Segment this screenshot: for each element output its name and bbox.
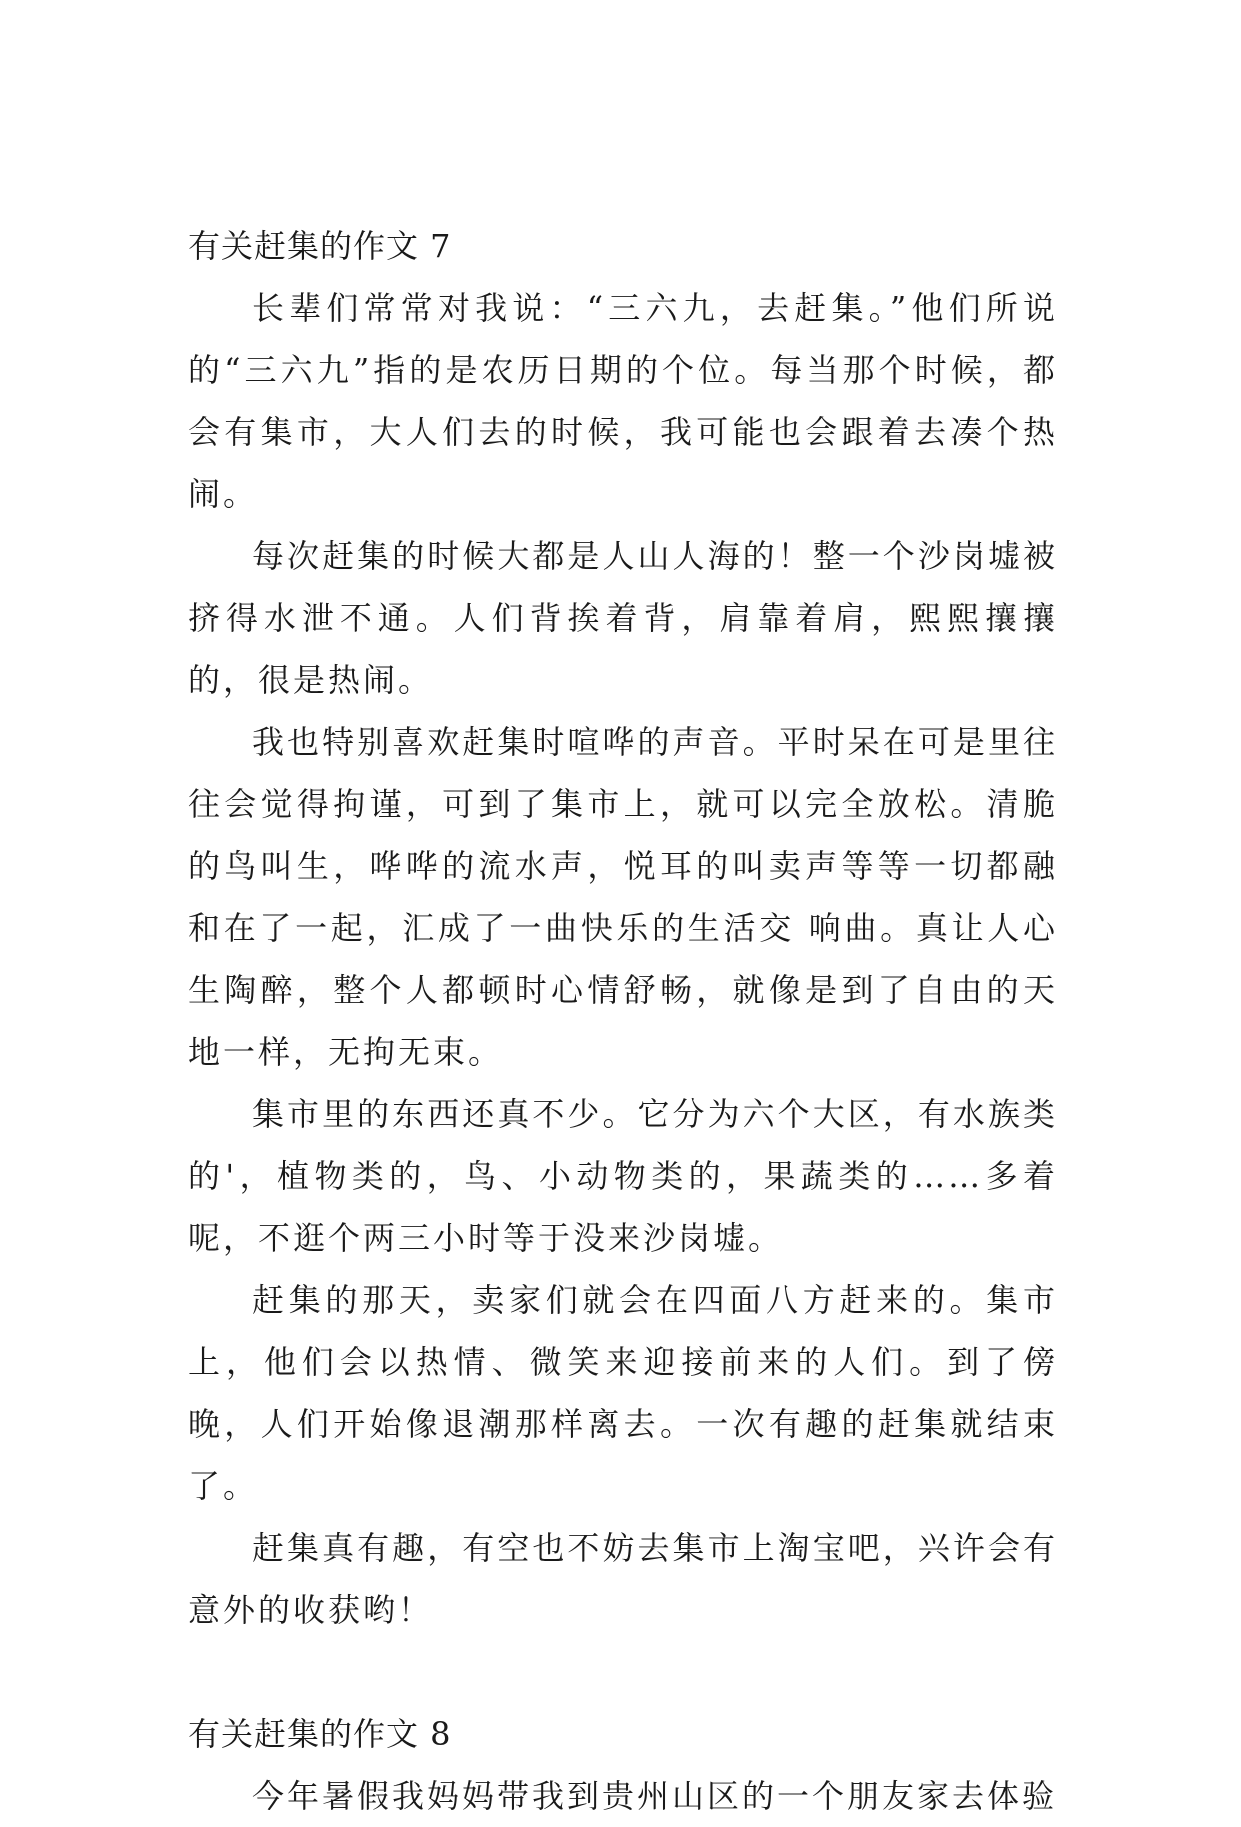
essay-7-paragraph-3: 我也特别喜欢赶集时喧哗的声音。平时呆在可是里往往会觉得拘谨，可到了集市上，就可以完全放松。清脆的鸟叫生，哗哗的流水声，悦耳的叫卖声等等一切都融和在了一起，汇成了一曲快乐的生活交 响曲。真让人心生陶醉，整个人都顿时心情舒畅，就像是到了自由的天地一样，无拘无束。 xyxy=(188,723,1058,1071)
document-body xyxy=(188,215,1058,1827)
essay-7-title: 有关赶集的作文 7 xyxy=(188,227,452,265)
essay-7-paragraph-6: 赶集真有趣，有空也不妨去集市上淘宝吧，兴许会有意外的收获哟！ xyxy=(188,1529,1058,1629)
section-spacer xyxy=(188,1641,1058,1703)
essay-7-paragraph-4: 集市里的东西还真不少。它分为六个大区，有水族类的'，植物类的，鸟、小动物类的，果蔬类的……多着呢，不逛个两三小时等于没来沙岗墟。 xyxy=(188,1095,1058,1257)
essay-7-paragraph-1: 长辈们常常对我说：“三六九，去赶集。”他们所说的“三六九”指的是农历日期的个位。每当那个时候，都会有集市，大人们去的时候，我可能也会跟着去凑个热闹。 xyxy=(188,289,1058,513)
essay-8-title: 有关赶集的作文 8 xyxy=(188,1715,452,1753)
essay-8-paragraph-1: 今年暑假我妈妈带我到贵州山区的一个朋友家去体验 xyxy=(252,1777,1058,1815)
essay-7-paragraph-5: 赶集的那天，卖家们就会在四面八方赶来的。集市上，他们会以热情、微笑来迎接前来的人们。到了傍晚，人们开始像退潮那样离去。一次有趣的赶集就结束了。 xyxy=(188,1281,1058,1505)
essay-7-paragraph-2: 每次赶集的时候大都是人山人海的！整一个沙岗墟被挤得水泄不通。人们背挨着背，肩靠着肩，熙熙攘攘的，很是热闹。 xyxy=(188,537,1058,699)
